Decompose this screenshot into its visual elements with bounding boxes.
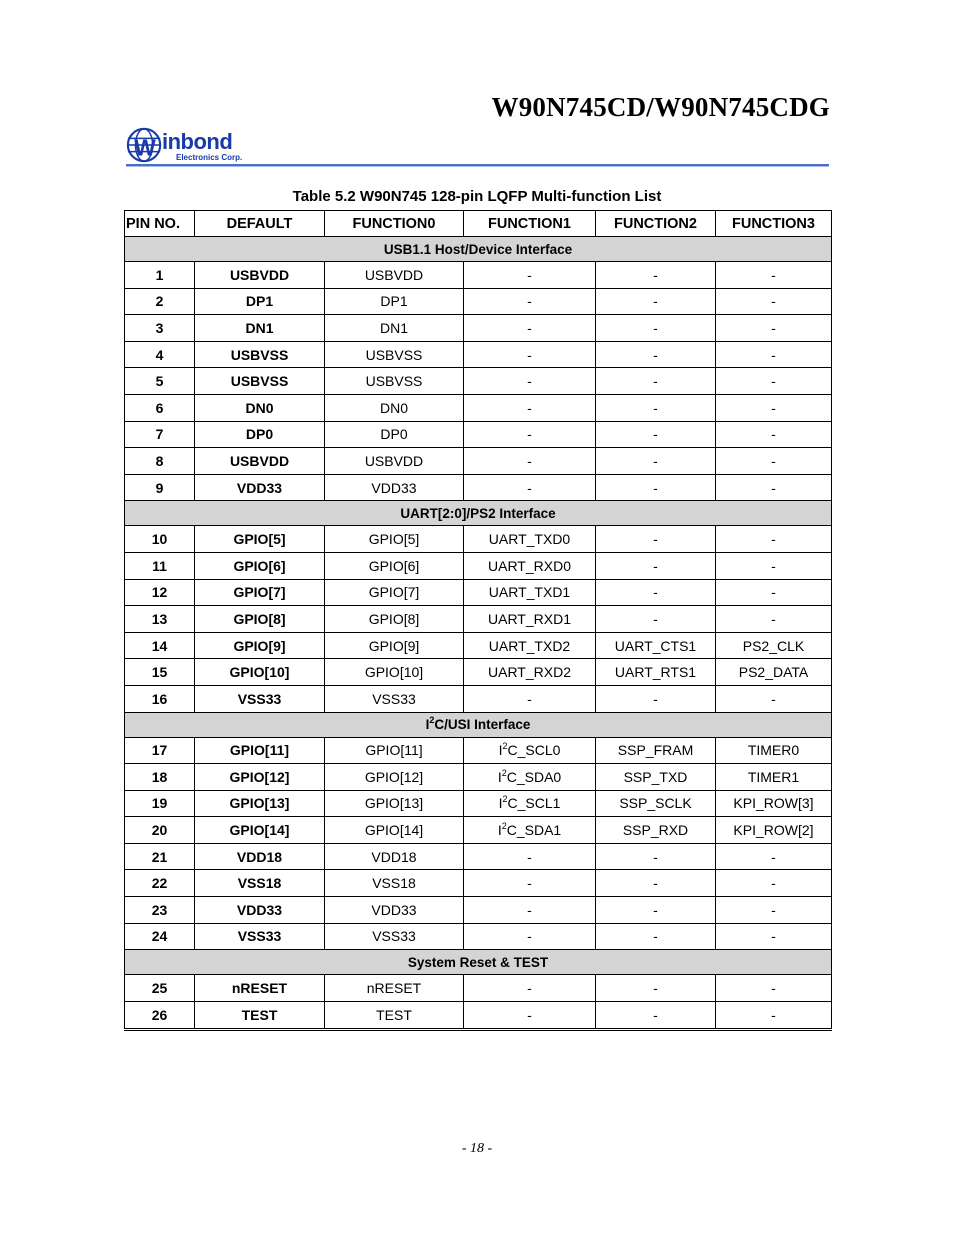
function0-cell: GPIO[7] [325,579,464,606]
function0-cell: GPIO[11] [325,737,464,764]
function1-cell: UART_RXD0 [464,552,596,579]
function3-cell: KPI_ROW[2] [716,817,832,844]
section-title: System Reset & TEST [125,950,832,975]
function1-cell: UART_RXD2 [464,659,596,686]
table-row [125,368,832,395]
default-cell: GPIO[12] [195,764,325,791]
table-row [125,421,832,448]
section-header-row [125,237,832,262]
function3-cell: - [716,288,832,315]
function2-cell: - [596,474,716,501]
pin-number-cell: 5 [125,368,195,395]
default-cell: GPIO[9] [195,632,325,659]
function0-cell: GPIO[5] [325,526,464,553]
default-cell: GPIO[13] [195,790,325,817]
function2-cell: SSP_SCLK [596,790,716,817]
column-header: FUNCTION1 [464,211,596,237]
default-cell: GPIO[10] [195,659,325,686]
section-header-row [125,501,832,526]
default-cell: GPIO[8] [195,606,325,633]
function3-cell: - [716,448,832,475]
function0-cell: GPIO[14] [325,817,464,844]
table-row [125,315,832,342]
function1-cell: - [464,975,596,1002]
table-header-row [125,211,832,237]
function3-cell: - [716,685,832,712]
table-body [125,237,832,1030]
default-cell: USBVDD [195,262,325,289]
pin-number-cell: 17 [125,737,195,764]
function3-cell: PS2_DATA [716,659,832,686]
section-title: $I^2C$/USI Interface [125,712,832,737]
function1-cell: - [464,923,596,950]
function2-cell: - [596,315,716,342]
function3-cell: PS2_CLK [716,632,832,659]
pin-number-cell: 26 [125,1001,195,1029]
function0-cell: USBVSS [325,341,464,368]
function2-cell: - [596,448,716,475]
section-header-row [125,950,832,975]
table-row [125,1001,832,1029]
function3-cell: KPI_ROW[3] [716,790,832,817]
default-cell: USBVSS [195,341,325,368]
default-cell: DN1 [195,315,325,342]
column-header: FUNCTION0 [325,211,464,237]
table-row [125,764,832,791]
table-row [125,606,832,633]
function3-cell: - [716,1001,832,1029]
function1-cell: $I^2C\_SDA1$ [464,817,596,844]
header-divider [126,164,829,167]
default-cell: VSS18 [195,870,325,897]
pin-number-cell: 21 [125,843,195,870]
function1-cell: - [464,262,596,289]
page-number: - 18 - [461,1141,493,1156]
function0-cell: USBVDD [325,262,464,289]
default-cell: VDD33 [195,474,325,501]
function0-cell: GPIO[6] [325,552,464,579]
function0-cell: VDD18 [325,843,464,870]
logo-wordmark: inbond [162,129,233,154]
table-row [125,632,832,659]
pin-number-cell: 19 [125,790,195,817]
pin-number-cell: 22 [125,870,195,897]
table-row [125,552,832,579]
table-row [125,288,832,315]
pin-number-cell: 16 [125,685,195,712]
function1-cell: - [464,421,596,448]
table-row [125,737,832,764]
function2-cell: - [596,394,716,421]
function3-cell: - [716,843,832,870]
function0-cell: DP1 [325,288,464,315]
function2-cell: - [596,606,716,633]
function3-cell: - [716,474,832,501]
function1-cell: - [464,1001,596,1029]
function1-cell: - [464,843,596,870]
pin-number-cell: 9 [125,474,195,501]
function3-cell: - [716,923,832,950]
globe-logo-icon [126,126,164,164]
function3-cell: - [716,315,832,342]
function2-cell: UART_RTS1 [596,659,716,686]
function3-cell: - [716,368,832,395]
function0-cell: DP0 [325,421,464,448]
section-title: USB1.1 Host/Device Interface [125,237,832,262]
pin-number-cell: 25 [125,975,195,1002]
function3-cell: - [716,975,832,1002]
function1-cell: - [464,448,596,475]
function1-cell: $I^2C\_SCL0$ [464,737,596,764]
function0-cell: GPIO[12] [325,764,464,791]
function3-cell: - [716,526,832,553]
function3-cell: - [716,897,832,924]
function0-cell: VSS18 [325,870,464,897]
function1-cell: $I^2C\_SDA0$ [464,764,596,791]
pin-number-cell: 11 [125,552,195,579]
function3-cell: - [716,870,832,897]
function3-cell: - [716,579,832,606]
function2-cell: - [596,843,716,870]
function2-cell: - [596,975,716,1002]
function1-cell: $I^2C\_SCL1$ [464,790,596,817]
default-cell: TEST [195,1001,325,1029]
pin-number-cell: 12 [125,579,195,606]
pin-number-cell: 23 [125,897,195,924]
function2-cell: - [596,552,716,579]
pin-number-cell: 3 [125,315,195,342]
table-row [125,394,832,421]
table-row [125,843,832,870]
function2-cell: - [596,870,716,897]
function2-cell: - [596,288,716,315]
table-row [125,685,832,712]
default-cell: nRESET [195,975,325,1002]
function2-cell: - [596,579,716,606]
function1-cell: - [464,685,596,712]
pin-number-cell: 10 [125,526,195,553]
function1-cell: - [464,288,596,315]
function3-cell: - [716,394,832,421]
table-row [125,975,832,1002]
function1-cell: UART_RXD1 [464,606,596,633]
default-cell: GPIO[7] [195,579,325,606]
default-cell: GPIO[11] [195,737,325,764]
table-row [125,579,832,606]
function2-cell: - [596,897,716,924]
document-title: W90N745CD/W90N745CDG [491,92,830,122]
table-row [125,526,832,553]
table-row [125,870,832,897]
function1-cell: - [464,394,596,421]
function0-cell: GPIO[10] [325,659,464,686]
function0-cell: VDD33 [325,474,464,501]
function3-cell: - [716,552,832,579]
default-cell: VDD18 [195,843,325,870]
table-row [125,341,832,368]
pin-number-cell: 18 [125,764,195,791]
logo-subtitle: Electronics Corp. [176,153,243,162]
pin-function-table [124,210,832,1031]
function3-cell: - [716,606,832,633]
table-caption: Table 5.2 W90N745 128-pin LQFP Multi-function List [292,188,662,205]
function0-cell: VSS33 [325,923,464,950]
default-cell: VSS33 [195,685,325,712]
pin-number-cell: 4 [125,341,195,368]
function2-cell: - [596,262,716,289]
function1-cell: UART_TXD1 [464,579,596,606]
table-row [125,790,832,817]
pin-number-cell: 20 [125,817,195,844]
pin-number-cell: 2 [125,288,195,315]
function0-cell: GPIO[9] [325,632,464,659]
function3-cell: - [716,341,832,368]
function3-cell: TIMER1 [716,764,832,791]
function2-cell: - [596,1001,716,1029]
default-cell: USBVSS [195,368,325,395]
function0-cell: USBVSS [325,368,464,395]
function0-cell: VDD33 [325,897,464,924]
function2-cell: - [596,368,716,395]
function1-cell: - [464,341,596,368]
table-row [125,923,832,950]
function1-cell: - [464,897,596,924]
function2-cell: - [596,421,716,448]
function1-cell: UART_TXD2 [464,632,596,659]
function2-cell: - [596,341,716,368]
section-title: UART[2:0]/PS2 Interface [125,501,832,526]
function2-cell: UART_CTS1 [596,632,716,659]
default-cell: USBVDD [195,448,325,475]
column-header: FUNCTION2 [596,211,716,237]
function0-cell: GPIO[13] [325,790,464,817]
company-logo [126,126,242,164]
pin-number-cell: 8 [125,448,195,475]
default-cell: GPIO[5] [195,526,325,553]
pin-number-cell: 6 [125,394,195,421]
column-header: FUNCTION3 [716,211,832,237]
function2-cell: - [596,526,716,553]
function1-cell: - [464,870,596,897]
function2-cell: - [596,685,716,712]
function2-cell: SSP_TXD [596,764,716,791]
function2-cell: SSP_FRAM [596,737,716,764]
logo-initial: W [134,134,156,161]
function0-cell: DN1 [325,315,464,342]
pin-number-cell: 15 [125,659,195,686]
table-row [125,448,832,475]
function0-cell: TEST [325,1001,464,1029]
default-cell: VDD33 [195,897,325,924]
function0-cell: nRESET [325,975,464,1002]
pin-number-cell: 1 [125,262,195,289]
pin-number-cell: 14 [125,632,195,659]
function0-cell: USBVDD [325,448,464,475]
default-cell: DP1 [195,288,325,315]
pin-number-cell: 7 [125,421,195,448]
column-header: DEFAULT [195,211,325,237]
default-cell: GPIO[6] [195,552,325,579]
table-row [125,474,832,501]
function1-cell: - [464,368,596,395]
default-cell: DN0 [195,394,325,421]
function3-cell: - [716,262,832,289]
function3-cell: TIMER0 [716,737,832,764]
function0-cell: GPIO[8] [325,606,464,633]
pin-number-cell: 24 [125,923,195,950]
function2-cell: - [596,923,716,950]
function3-cell: - [716,421,832,448]
table-row [125,897,832,924]
function2-cell: SSP_RXD [596,817,716,844]
function1-cell: UART_TXD0 [464,526,596,553]
table-row [125,817,832,844]
default-cell: DP0 [195,421,325,448]
default-cell: GPIO[14] [195,817,325,844]
function1-cell: - [464,315,596,342]
column-header: PIN NO. [125,211,195,237]
pin-number-cell: 13 [125,606,195,633]
function0-cell: VSS33 [325,685,464,712]
table-row [125,262,832,289]
function1-cell: - [464,474,596,501]
default-cell: VSS33 [195,923,325,950]
table-row [125,659,832,686]
function0-cell: DN0 [325,394,464,421]
section-header-row [125,712,832,737]
